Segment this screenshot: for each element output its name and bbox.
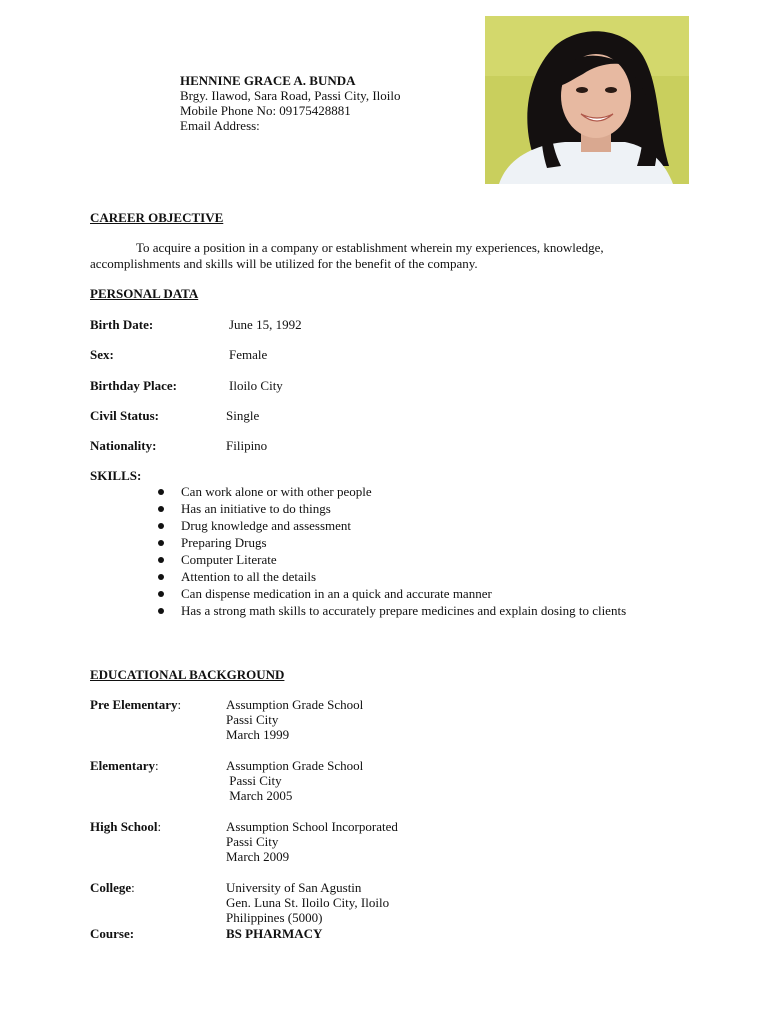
college-address: Gen. Luna St. Iloilo City, Iloilo: [226, 895, 390, 910]
pre-elementary-label: Pre Elementary:: [90, 697, 182, 712]
bullet-icon: [158, 540, 164, 546]
course-value: BS PHARMACY: [226, 926, 323, 941]
list-item: Computer Literate: [90, 552, 710, 569]
pre-elementary-date: March 1999: [226, 727, 290, 742]
bullet-icon: [158, 489, 164, 495]
bullet-icon: [158, 557, 164, 563]
list-item: Can work alone or with other people: [90, 484, 710, 501]
list-item: Can dispense medication in an a quick and accurate manner: [90, 586, 710, 603]
high-school-label: High School:: [90, 819, 162, 834]
applicant-photo: [485, 16, 689, 184]
applicant-address: Brgy. Ilawod, Sara Road, Passi City, Iloilo: [180, 88, 401, 103]
sex-label: Sex:: [90, 347, 114, 362]
high-school-date: March 2009: [226, 849, 290, 864]
birth-date-label: Birth Date:: [90, 317, 154, 332]
list-item: Has a strong math skills to accurately prepare medicines and explain dosing to clients: [90, 603, 710, 637]
nationality-value: Filipino: [226, 438, 268, 453]
birth-place-label: Birthday Place:: [90, 378, 178, 393]
nationality-label: Nationality:: [90, 438, 157, 453]
skills-list: [90, 484, 710, 637]
bullet-icon: [158, 506, 164, 512]
college-country: Philippines (5000): [226, 910, 323, 925]
applicant-email: Email Address:: [180, 118, 260, 133]
pre-elementary-location: Passi City: [226, 712, 279, 727]
college-label: College:: [90, 880, 135, 895]
sex-value: Female: [229, 347, 268, 362]
course-label: Course:: [90, 926, 135, 941]
elementary-location: Passi City: [226, 773, 282, 788]
list-item: Attention to all the details: [90, 569, 710, 586]
college-school: University of San Agustin: [226, 880, 362, 895]
personal-data-heading: PERSONAL DATA: [90, 286, 199, 301]
birth-date-value: June 15, 1992: [229, 317, 302, 332]
birth-place-value: Iloilo City: [229, 378, 283, 393]
applicant-name: HENNINE GRACE A. BUNDA: [180, 73, 356, 88]
bullet-icon: [158, 574, 164, 580]
bullet-icon: [158, 523, 164, 529]
elementary-school: Assumption Grade School: [226, 758, 364, 773]
applicant-phone: Mobile Phone No: 09175428881: [180, 103, 351, 118]
elementary-label: Elementary:: [90, 758, 159, 773]
high-school-location: Passi City: [226, 834, 279, 849]
career-objective-heading: CAREER OBJECTIVE: [90, 210, 224, 225]
career-objective-text: To acquire a position in a company or establishment wherein my experiences, knowledge, accomplishments and skills will be utilized for the benefit of the company.: [90, 240, 604, 271]
list-item: Preparing Drugs: [90, 535, 710, 552]
elementary-date: March 2005: [226, 788, 293, 803]
bullet-icon: [158, 608, 164, 614]
civil-status-value: Single: [226, 408, 260, 423]
list-item: Has an initiative to do things: [90, 501, 710, 518]
civil-status-label: Civil Status:: [90, 408, 159, 423]
skills-heading: SKILLS:: [90, 468, 142, 483]
high-school-school: Assumption School Incorporated: [226, 819, 398, 834]
education-heading: EDUCATIONAL BACKGROUND: [90, 667, 285, 682]
bullet-icon: [158, 591, 164, 597]
list-item: Drug knowledge and assessment: [90, 518, 710, 535]
pre-elementary-school: Assumption Grade School: [226, 697, 364, 712]
